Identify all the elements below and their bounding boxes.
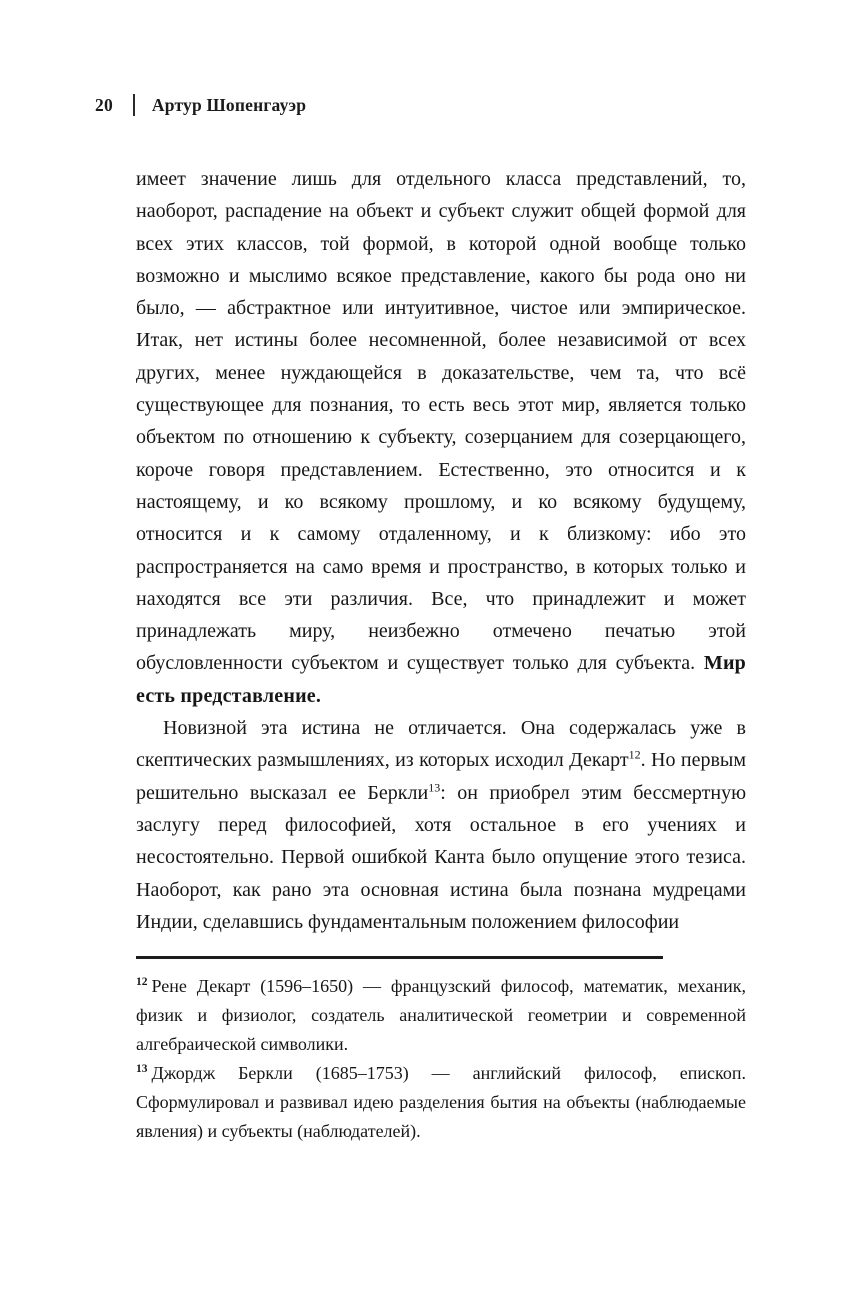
footnote-ref-13: 13 [428,779,441,794]
footnote-ref-12: 12 [628,747,641,762]
header-divider [133,94,135,116]
footnote-13-marker: 13 [136,1063,148,1076]
body-paragraph-1 [136,163,746,712]
emphasized-thesis: Мир есть представление. [136,652,746,707]
footnote-12-text: Рене Декарт (1596–1650) — французский философ, математик, механик, физик и физиолог, создатель аналитической геометрии и современной алгебраической символики. [136,976,746,1055]
author-name: Артур Шопенгауэр [151,94,307,115]
paragraph-1-text: имеет значение лишь для отдельного класса представлений, то, наоборот, распадение на объект и субъект служит общей формой для всех этих классов, той формой, в которой одной вообще только возможно и мыслимо всякое представление, какого бы рода оно ни было, — абстрактное или интуитивное, чистое или эмпирическое. Итак, нет истины более несомненной, более независимой от всех других, менее нуждающейся в доказательстве, чем та, что всё существующее для познания, то есть весь этот мир, является только объектом по отношению к субъекту, созерцанием для созерцающего, короче говоря представлением. Естественно, это относится и к настоящему, и ко всякому прошлому, и ко всякому будущему, относится и к самому отдаленному, и к близкому: ибо это распространяется на само время и пространство, в которых только и находятся все эти различия. Все, что принадлежит и может принадлежать миру, неизбежно отмечено печатью этой обусловленности субъектом и существует только для субъекта. [136,168,746,675]
footnote-12 [136,972,746,1059]
footnote-13 [136,1059,746,1146]
body-text [136,163,746,938]
body-paragraph-2 [136,712,746,938]
footnote-12-marker: 12 [136,976,148,989]
page-number: 20 [95,94,113,115]
paragraph-2-text-a: Новизной эта истина не отличается. Она содержалась уже в скептических размышлениях, из которых исходил Декарт [136,717,746,772]
running-header [95,94,306,116]
footnote-rule [136,956,663,959]
paragraph-2-text-c: : он приобрел этим бессмертную заслугу перед философией, хотя остальное в его учениях и несостоятельно. Первой ошибкой Канта было опущение этого тезиса. Наоборот, как рано эта основная истина была познана мудрецами Индии, сделавшись фундаментальным положением философии [136,781,747,933]
footnotes-section [136,972,746,1146]
footnote-13-text: Джордж Беркли (1685–1753) — английский философ, епископ. Сформулировал и развивал идею разделения бытия на объекты (наблюдаемые явления) и субъекты (наблюдателей). [136,1063,746,1142]
paragraph-2-text-b: . Но первым решительно высказал ее Беркли [136,749,747,804]
